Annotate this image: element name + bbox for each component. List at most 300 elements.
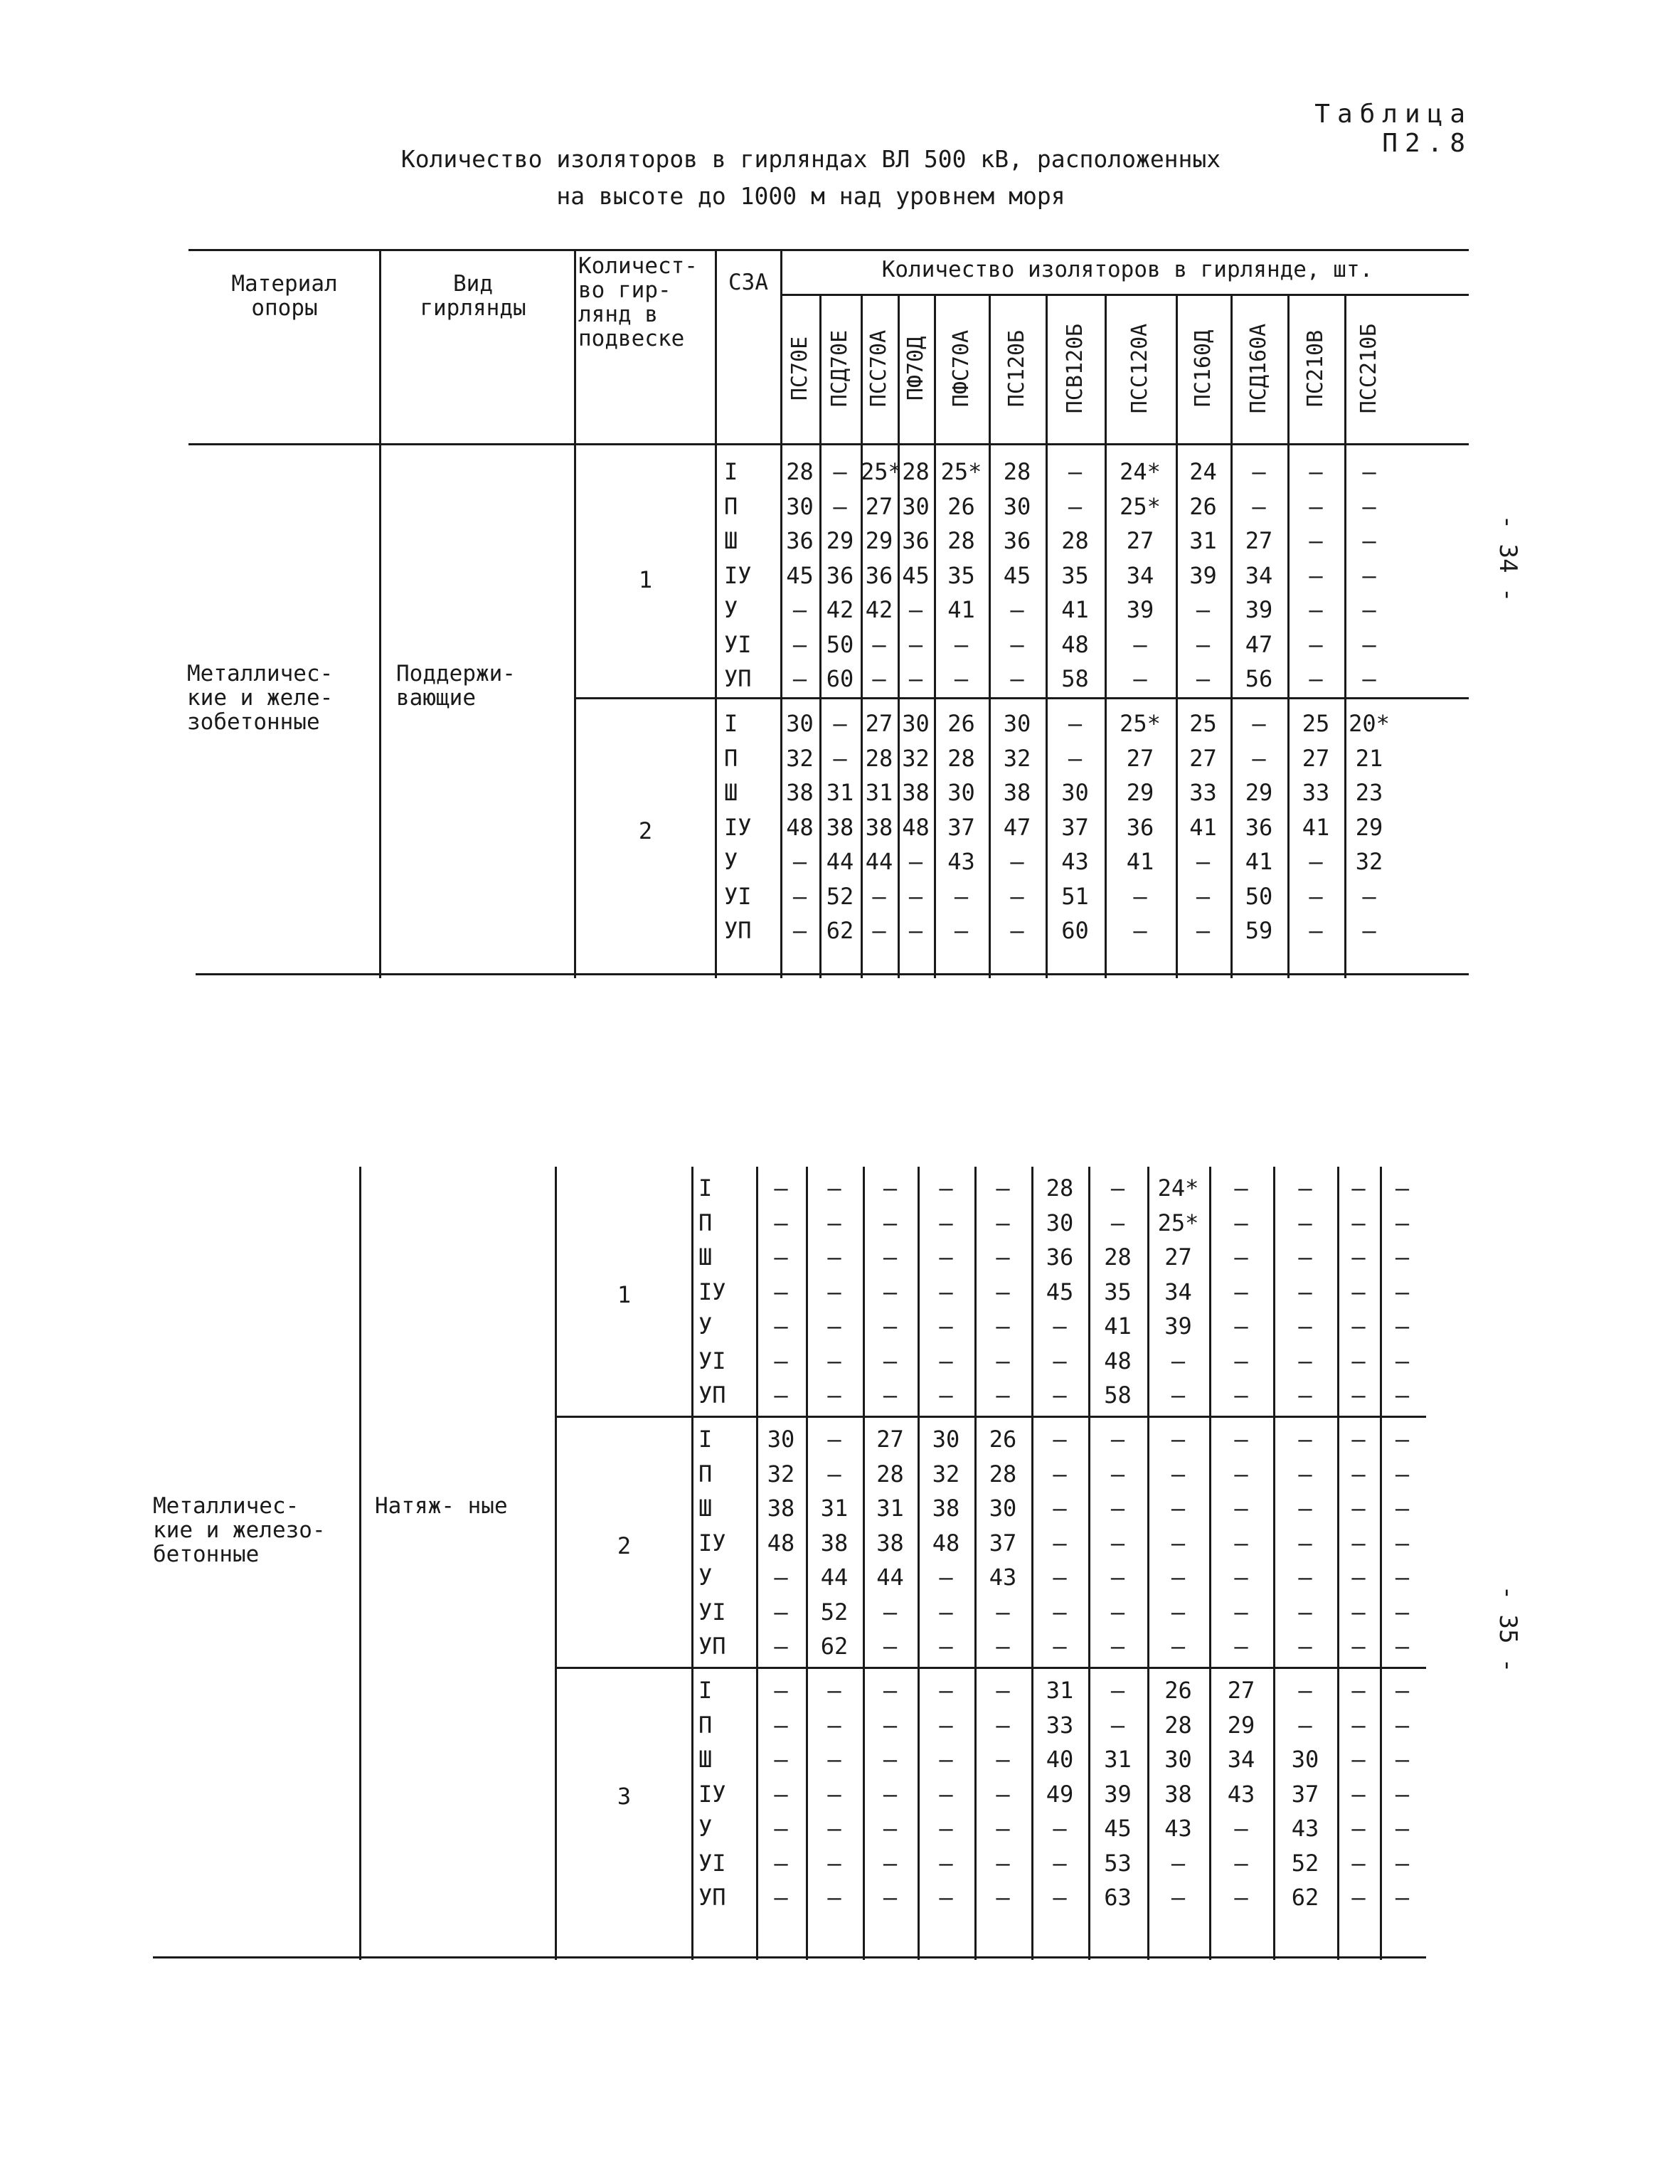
value-cell: –	[872, 882, 886, 910]
value-cell: –	[833, 458, 847, 485]
value-cell: 30	[1061, 779, 1089, 806]
value-cell: –	[1309, 527, 1323, 554]
value-cell: –	[1395, 1244, 1410, 1271]
value-cell: –	[1234, 1564, 1248, 1591]
value-cell: 27	[1126, 527, 1154, 554]
value-cell: 24*	[1120, 458, 1161, 485]
value-cell: –	[908, 665, 923, 692]
value-cell: –	[774, 1849, 788, 1877]
value-cell: –	[774, 1633, 788, 1660]
value-cell: 28	[947, 744, 975, 772]
value-cell: 27	[876, 1426, 904, 1453]
value-cell: 50	[1245, 882, 1273, 910]
value-cell: –	[939, 1884, 953, 1911]
value-cell: –	[939, 1780, 953, 1808]
value-cell: –	[1010, 665, 1024, 692]
value-cell: –	[1110, 1529, 1125, 1557]
value-cell: 48	[902, 813, 930, 841]
value-cell: 33	[1302, 779, 1330, 806]
value-cell: –	[1110, 1460, 1125, 1488]
value-cell: –	[827, 1209, 841, 1236]
insulator-type-label: ПС210В	[1303, 329, 1328, 408]
value-cell: –	[872, 665, 886, 692]
value-cell: –	[1234, 1244, 1248, 1271]
value-cell: 38	[826, 813, 854, 841]
value-cell: 28	[876, 1460, 904, 1488]
group-divider	[555, 1667, 1426, 1669]
value-cell: –	[1362, 665, 1376, 692]
value-cell: –	[1171, 1529, 1186, 1557]
value-cell: 39	[1245, 596, 1273, 623]
value-cell: 45	[1046, 1278, 1074, 1305]
value-cell: –	[1298, 1382, 1312, 1409]
value-cell: 36	[786, 527, 814, 554]
insulator-type-label: ПФС70А	[948, 329, 974, 408]
value-cell: 41	[1061, 596, 1089, 623]
value-cell: 31	[865, 779, 893, 806]
value-cell: –	[1110, 1711, 1125, 1739]
value-cell: –	[833, 710, 847, 737]
value-cell: –	[996, 1849, 1010, 1877]
value-cell: –	[1309, 458, 1323, 485]
value-cell: –	[1351, 1711, 1366, 1739]
value-cell: –	[1171, 1460, 1186, 1488]
col-divider	[359, 1167, 361, 1960]
value-cell: 28	[865, 744, 893, 772]
value-cell: –	[954, 917, 969, 944]
value-cell: 38	[1003, 779, 1031, 806]
value-cell: –	[1351, 1495, 1366, 1522]
value-cell: –	[996, 1780, 1010, 1808]
value-cell: 45	[1003, 561, 1031, 589]
value-cell: 38	[820, 1529, 849, 1557]
value-cell: –	[1110, 1495, 1125, 1522]
value-cell: –	[1298, 1347, 1312, 1374]
sza-cell: Ш	[698, 1244, 713, 1271]
value-cell: –	[939, 1815, 953, 1842]
value-cell: 27	[1227, 1677, 1255, 1704]
value-cell: –	[1351, 1209, 1366, 1236]
value-cell: –	[1053, 1529, 1067, 1557]
value-cell: 27	[1245, 527, 1273, 554]
sza-cell: УП	[698, 1382, 726, 1409]
value-cell: 48	[1104, 1347, 1132, 1374]
sza-cell: УП	[698, 1633, 726, 1660]
value-cell: 36	[1003, 527, 1031, 554]
value-cell: –	[939, 1564, 953, 1591]
sza-cell: I	[698, 1175, 713, 1202]
sza-cell: I	[724, 710, 738, 737]
value-cell: 32	[786, 744, 814, 772]
value-cell: –	[939, 1244, 953, 1271]
value-cell: –	[939, 1278, 953, 1305]
sza-cell: Ш	[724, 779, 738, 806]
value-cell: –	[1362, 527, 1376, 554]
value-cell: –	[1171, 1633, 1186, 1660]
value-cell: 43	[1227, 1780, 1255, 1808]
value-cell: –	[1196, 882, 1211, 910]
string-count-value: 1	[638, 566, 653, 593]
value-cell: –	[996, 1313, 1010, 1340]
string-count-value: 3	[617, 1783, 632, 1810]
value-cell: –	[996, 1711, 1010, 1739]
value-cell: 29	[1245, 779, 1273, 806]
value-cell: –	[883, 1633, 898, 1660]
value-cell: –	[1234, 1849, 1248, 1877]
value-cell: –	[883, 1209, 898, 1236]
value-cell: –	[1309, 492, 1323, 520]
value-cell: 30	[902, 492, 930, 520]
insulator-type-label: ПС120Б	[1004, 329, 1029, 408]
value-cell: 37	[947, 813, 975, 841]
value-cell: 47	[1245, 630, 1273, 658]
value-cell: –	[1110, 1564, 1125, 1591]
value-cell: –	[1171, 1849, 1186, 1877]
value-cell: –	[774, 1313, 788, 1340]
value-cell: 52	[1291, 1849, 1319, 1877]
value-cell: –	[939, 1677, 953, 1704]
value-cell: –	[1110, 1426, 1125, 1453]
value-cell: 25	[1189, 710, 1217, 737]
insulator-type-label: ПС70Е	[787, 336, 812, 401]
value-cell: –	[1196, 596, 1211, 623]
value-cell: 25	[1302, 710, 1330, 737]
value-cell: –	[883, 1382, 898, 1409]
value-cell: 28	[1104, 1244, 1132, 1271]
value-cell: 39	[1104, 1780, 1132, 1808]
value-cell: –	[827, 1677, 841, 1704]
value-cell: 28	[1046, 1175, 1074, 1202]
sza-cell: Ш	[698, 1746, 713, 1773]
value-cell: 21	[1355, 744, 1383, 772]
value-cell: 48	[767, 1529, 795, 1557]
value-cell: 30	[1003, 710, 1031, 737]
value-cell: –	[1053, 1495, 1067, 1522]
value-cell: –	[833, 744, 847, 772]
value-cell: –	[939, 1598, 953, 1626]
value-cell: –	[774, 1564, 788, 1591]
value-cell: 41	[1104, 1313, 1132, 1340]
value-cell: 42	[826, 596, 854, 623]
sza-cell: УI	[724, 882, 752, 910]
string-count-value: 2	[638, 817, 653, 844]
value-cell: 32	[902, 744, 930, 772]
value-cell: 41	[1126, 848, 1154, 875]
value-cell: 29	[865, 527, 893, 554]
value-cell: –	[1234, 1278, 1248, 1305]
value-cell: –	[1133, 630, 1147, 658]
value-cell: –	[1171, 1347, 1186, 1374]
value-cell: 38	[902, 779, 930, 806]
value-cell: –	[1351, 1529, 1366, 1557]
value-cell: 30	[902, 710, 930, 737]
value-cell: –	[1234, 1460, 1248, 1488]
value-cell: –	[1298, 1711, 1312, 1739]
value-cell: –	[827, 1426, 841, 1453]
value-cell: –	[954, 665, 969, 692]
value-cell: 30	[1003, 492, 1031, 520]
value-cell: 58	[1061, 665, 1089, 692]
value-cell: 27	[865, 492, 893, 520]
value-cell: –	[883, 1815, 898, 1842]
value-cell: –	[1362, 561, 1376, 589]
value-cell: 31	[820, 1495, 849, 1522]
value-cell: –	[939, 1746, 953, 1773]
value-cell: –	[1053, 1460, 1067, 1488]
insulator-type-label: ПФ70Д	[903, 336, 928, 401]
value-cell: –	[1234, 1598, 1248, 1626]
value-cell: –	[1010, 882, 1024, 910]
value-cell: –	[939, 1313, 953, 1340]
value-cell: –	[827, 1313, 841, 1340]
value-cell: –	[996, 1815, 1010, 1842]
value-cell: 38	[1164, 1780, 1192, 1808]
value-cell: –	[1171, 1426, 1186, 1453]
value-cell: –	[883, 1175, 898, 1202]
value-cell: 51	[1061, 882, 1089, 910]
value-cell: –	[827, 1175, 841, 1202]
sza-cell: IУ	[698, 1278, 726, 1305]
sza-cell: УI	[724, 630, 752, 658]
sza-cell: IУ	[698, 1529, 726, 1557]
value-cell: 43	[1061, 848, 1089, 875]
value-cell: 44	[876, 1564, 904, 1591]
value-cell: –	[1234, 1815, 1248, 1842]
insulator-type-label: ПСД160А	[1246, 323, 1271, 414]
value-cell: –	[1298, 1209, 1312, 1236]
sza-cell: УП	[724, 665, 752, 692]
value-cell: 53	[1104, 1849, 1132, 1877]
sza-cell: I	[698, 1426, 713, 1453]
table-caption-line2: на высоте до 1000 м над уровнем моря	[556, 182, 1065, 210]
sza-cell: Ш	[698, 1495, 713, 1522]
value-cell: –	[1395, 1347, 1410, 1374]
value-cell: 48	[786, 813, 814, 841]
value-cell: –	[774, 1711, 788, 1739]
value-cell: –	[883, 1598, 898, 1626]
value-cell: –	[1395, 1746, 1410, 1773]
value-cell: 41	[1302, 813, 1330, 841]
value-cell: –	[792, 882, 807, 910]
value-cell: 32	[1355, 848, 1383, 875]
value-cell: 28	[989, 1460, 1017, 1488]
value-cell: –	[1053, 1598, 1067, 1626]
value-cell: –	[939, 1347, 953, 1374]
value-cell: –	[1133, 917, 1147, 944]
value-cell: –	[1133, 882, 1147, 910]
value-cell: –	[1309, 917, 1323, 944]
value-cell: –	[1362, 630, 1376, 658]
value-cell: –	[1234, 1495, 1248, 1522]
value-cell: –	[883, 1278, 898, 1305]
value-cell: –	[954, 882, 969, 910]
value-cell: –	[827, 1244, 841, 1271]
value-cell: –	[827, 1815, 841, 1842]
value-cell: –	[1234, 1884, 1248, 1911]
value-cell: –	[1252, 744, 1266, 772]
value-cell: –	[1053, 1313, 1067, 1340]
value-cell: –	[1298, 1633, 1312, 1660]
value-cell: 24	[1189, 458, 1217, 485]
value-cell: –	[1395, 1564, 1410, 1591]
value-cell: –	[939, 1382, 953, 1409]
header-string-count: Количест- во гир- лянд в подвеске	[578, 253, 698, 351]
value-cell: –	[939, 1209, 953, 1236]
value-cell: –	[1351, 1278, 1366, 1305]
value-cell: 47	[1003, 813, 1031, 841]
value-cell: –	[883, 1746, 898, 1773]
value-cell: 36	[865, 561, 893, 589]
value-cell: –	[1362, 492, 1376, 520]
value-cell: 26	[947, 492, 975, 520]
value-cell: –	[1171, 1495, 1186, 1522]
sza-cell: У	[698, 1815, 713, 1842]
value-cell: 34	[1245, 561, 1273, 589]
value-cell: 23	[1355, 779, 1383, 806]
value-cell: –	[1196, 848, 1211, 875]
value-cell: 38	[876, 1529, 904, 1557]
sza-cell: УП	[698, 1884, 726, 1911]
value-cell: –	[792, 917, 807, 944]
value-cell: –	[954, 630, 969, 658]
value-cell: 32	[932, 1460, 960, 1488]
value-cell: –	[939, 1849, 953, 1877]
value-cell: 26	[989, 1426, 1017, 1453]
value-cell: –	[833, 492, 847, 520]
value-cell: –	[1298, 1175, 1312, 1202]
value-cell: 25*	[940, 458, 982, 485]
value-cell: 36	[826, 561, 854, 589]
value-cell: –	[1234, 1426, 1248, 1453]
value-cell: 44	[826, 848, 854, 875]
sza-cell: П	[698, 1460, 713, 1488]
sza-cell: IУ	[724, 561, 752, 589]
value-cell: –	[1351, 1347, 1366, 1374]
value-cell: –	[883, 1780, 898, 1808]
value-cell: –	[792, 630, 807, 658]
value-cell: –	[1395, 1460, 1410, 1488]
value-cell: 44	[820, 1564, 849, 1591]
value-cell: 27	[1302, 744, 1330, 772]
value-cell: –	[996, 1382, 1010, 1409]
value-cell: –	[996, 1746, 1010, 1773]
sza-cell: УП	[724, 917, 752, 944]
value-cell: –	[1298, 1564, 1312, 1591]
value-cell: 29	[1355, 813, 1383, 841]
sza-cell: УI	[698, 1598, 726, 1626]
value-cell: 27	[1164, 1244, 1192, 1271]
value-cell: –	[1395, 1382, 1410, 1409]
value-cell: 29	[826, 527, 854, 554]
page-number: - 34 -	[1494, 514, 1522, 603]
value-cell: 20*	[1349, 710, 1390, 737]
value-cell: –	[827, 1849, 841, 1877]
value-cell: –	[1171, 1564, 1186, 1591]
value-cell: –	[1110, 1175, 1125, 1202]
sza-cell: У	[724, 848, 738, 875]
value-cell: 38	[767, 1495, 795, 1522]
value-cell: –	[1053, 1382, 1067, 1409]
value-cell: –	[1234, 1175, 1248, 1202]
value-cell: –	[1395, 1598, 1410, 1626]
value-cell: –	[1298, 1460, 1312, 1488]
value-cell: 30	[786, 492, 814, 520]
value-cell: 25*	[1120, 492, 1161, 520]
value-cell: –	[827, 1711, 841, 1739]
value-cell: –	[1351, 1780, 1366, 1808]
value-cell: –	[996, 1209, 1010, 1236]
value-cell: –	[1351, 1884, 1366, 1911]
value-cell: –	[1362, 882, 1376, 910]
value-cell: –	[883, 1849, 898, 1877]
value-cell: –	[996, 1633, 1010, 1660]
value-cell: –	[908, 848, 923, 875]
value-cell: 52	[826, 882, 854, 910]
value-cell: –	[1298, 1495, 1312, 1522]
sza-cell: I	[698, 1677, 713, 1704]
value-cell: 30	[947, 779, 975, 806]
lower-string-type-label: Натяж- ные	[375, 1493, 508, 1519]
value-cell: 44	[865, 848, 893, 875]
value-cell: –	[883, 1313, 898, 1340]
value-cell: –	[774, 1780, 788, 1808]
header-insulator-count: Количество изоляторов в гирлянде, шт.	[881, 257, 1373, 282]
value-cell: –	[1252, 492, 1266, 520]
value-cell: 25*	[861, 458, 902, 485]
sza-cell: IУ	[724, 813, 752, 841]
value-cell: 27	[1189, 744, 1217, 772]
value-cell: –	[1234, 1529, 1248, 1557]
value-cell: –	[1053, 1347, 1067, 1374]
value-cell: –	[1110, 1209, 1125, 1236]
value-cell: 48	[932, 1529, 960, 1557]
value-cell: –	[1395, 1209, 1410, 1236]
value-cell: –	[1309, 848, 1323, 875]
value-cell: –	[996, 1884, 1010, 1911]
value-cell: 38	[932, 1495, 960, 1522]
value-cell: 33	[1189, 779, 1217, 806]
value-cell: 62	[820, 1633, 849, 1660]
value-cell: –	[1395, 1849, 1410, 1877]
value-cell: 34	[1164, 1278, 1192, 1305]
value-cell: 30	[786, 710, 814, 737]
value-cell: –	[883, 1244, 898, 1271]
value-cell: –	[939, 1175, 953, 1202]
value-cell: –	[1252, 458, 1266, 485]
value-cell: –	[1351, 1746, 1366, 1773]
sza-cell: УI	[698, 1849, 726, 1877]
value-cell: 30	[932, 1426, 960, 1453]
upper-material-label: Металличес- кие и желе- зобетонные	[187, 661, 334, 735]
value-cell: 43	[1291, 1815, 1319, 1842]
value-cell: 25*	[1120, 710, 1161, 737]
header-material: Материал опоры	[231, 271, 338, 321]
value-cell: –	[1196, 630, 1211, 658]
value-cell: –	[1309, 665, 1323, 692]
value-cell: 32	[767, 1460, 795, 1488]
value-cell: –	[1351, 1244, 1366, 1271]
value-cell: –	[1171, 1382, 1186, 1409]
table-caption-line1: Количество изоляторов в гирляндах ВЛ 500 кВ, расположенных	[400, 145, 1221, 173]
value-cell: 62	[826, 917, 854, 944]
sza-cell: У	[698, 1313, 713, 1340]
header-sza: СЗА	[728, 270, 768, 295]
value-cell: –	[1234, 1382, 1248, 1409]
value-cell: 41	[1189, 813, 1217, 841]
value-cell: –	[939, 1633, 953, 1660]
value-cell: 45	[902, 561, 930, 589]
lower-material-label: Металличес- кие и железо- бетонные	[153, 1493, 326, 1567]
